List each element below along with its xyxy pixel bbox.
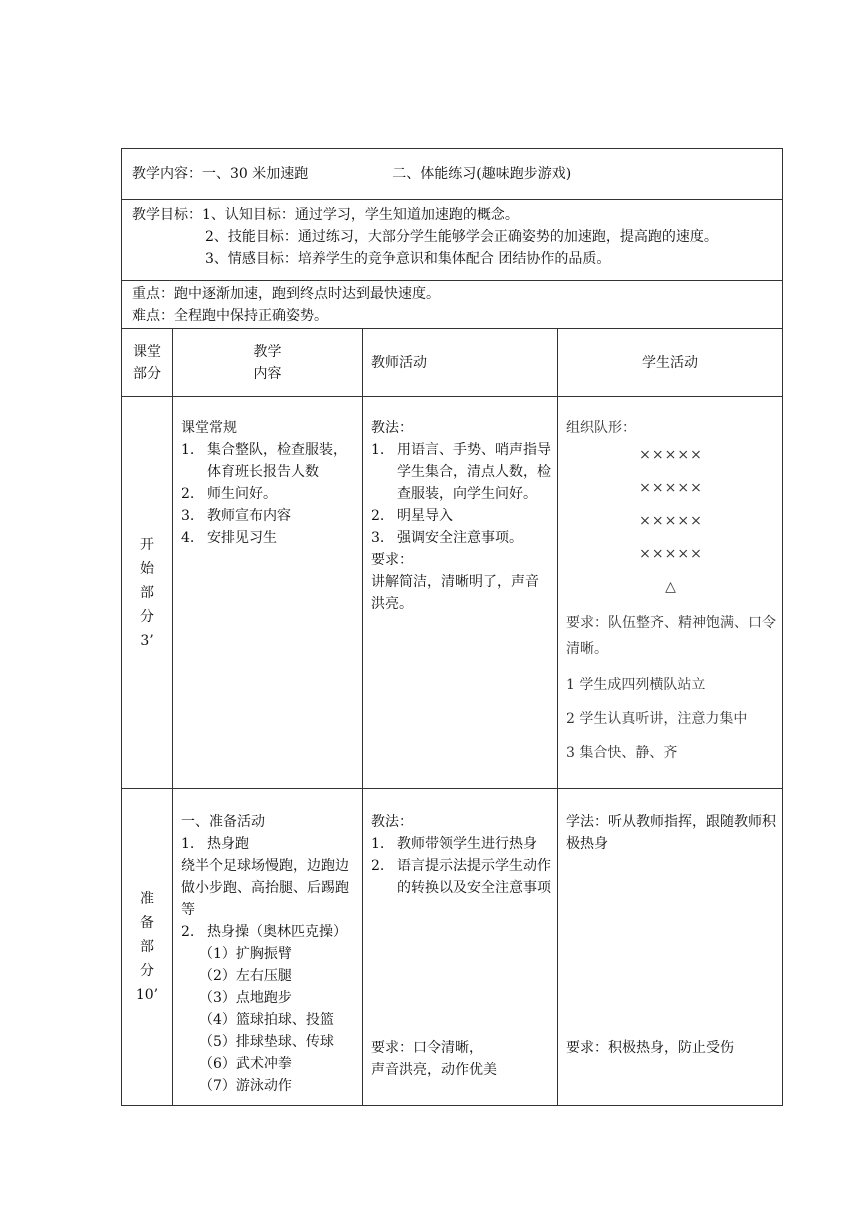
part-char: 始 <box>140 560 154 577</box>
header-student: 学生活动 <box>558 329 783 397</box>
header-part-line: 部分 <box>133 365 161 382</box>
header-part-line: 课堂 <box>133 343 161 360</box>
part-char: 分 <box>140 608 154 625</box>
formation-row: ××××× <box>639 447 703 463</box>
exercise-item: （5）排球垫球、传球 <box>199 1034 334 1050</box>
lesson-plan-table-wrapper <box>121 148 782 1106</box>
lesson-plan-table <box>121 148 783 1106</box>
goals-row <box>122 200 783 281</box>
start-content-title: 课堂常规 <box>181 420 237 436</box>
list-item: 3. 教师宣布内容 <box>181 508 291 524</box>
header-content <box>173 329 363 397</box>
header-content-line: 教学 <box>253 343 282 360</box>
start-section-row <box>122 397 783 789</box>
exercise-item: （1）扩胸振臂 <box>199 946 292 962</box>
part-char: 部 <box>140 939 154 955</box>
prep-part-cell <box>122 789 173 1106</box>
student-method: 学法：听从教师指挥，跟随教师积极热身 <box>566 814 776 852</box>
exercise-item: （2）左右压腿 <box>199 968 292 984</box>
goal-item: 2、技能目标：通过练习，大部分学生能够学会正确姿势的加速跑，提高跑的速度。 <box>205 229 718 245</box>
exercise-item: （3）点地跑步 <box>199 990 292 1006</box>
start-content-cell <box>173 397 363 789</box>
list-item: 2. 热身操（奥林匹克操） <box>181 924 347 940</box>
header-row <box>122 329 783 397</box>
teacher-method-label: 教法： <box>371 814 413 830</box>
goal-item: 3、情感目标：培养学生的竞争意识和集体配合 团结协作的品质。 <box>205 251 611 267</box>
teaching-content-cell <box>122 149 783 200</box>
list-item: 2. 师生问好。 <box>181 486 277 502</box>
student-requirement: 要求：积极热身，防止受伤 <box>566 1040 734 1056</box>
part-char: 部 <box>140 584 154 601</box>
difficult-point: 难点：全程跑中保持正确姿势。 <box>132 308 328 324</box>
list-item: 1. 热身跑 <box>181 836 249 852</box>
part-char: 备 <box>140 915 154 931</box>
title-row <box>122 149 783 200</box>
prep-teacher-cell <box>363 789 558 1106</box>
teacher-method-label: 教法： <box>371 420 413 436</box>
part-char: 开 <box>140 536 154 553</box>
teacher-requirement: 声音洪亮，动作优美 <box>371 1062 497 1078</box>
key-point: 重点：跑中逐渐加速，跑到终点时达到最快速度。 <box>132 286 440 302</box>
formation-row: ××××× <box>639 546 703 562</box>
teaching-goals-cell <box>122 200 783 281</box>
teaching-content-second: 二、体能练习(趣味跑步游戏) <box>392 166 572 182</box>
exercise-item: （7）游泳动作 <box>199 1078 292 1094</box>
part-char: 准 <box>140 891 154 907</box>
prep-content-title: 一、准备活动 <box>181 814 265 830</box>
list-item: 4. 安排见习生 <box>181 530 277 546</box>
student-note: 1 学生成四列横队站立 <box>566 677 706 693</box>
student-requirement: 要求：队伍整齐、精神饱满、口令清晰。 <box>566 615 776 657</box>
list-item: 1. 用语言、手势、哨声指导学生集合，清点人数，检查服装，向学生问好。 <box>371 442 551 502</box>
exercise-item: （6）武术冲拳 <box>199 1056 292 1072</box>
key-points-row <box>122 281 783 329</box>
teacher-position-mark: △ <box>665 579 677 595</box>
student-note: 3 集合快、静、齐 <box>566 745 678 761</box>
part-char: 10’ <box>135 987 159 1003</box>
key-points-cell <box>122 281 783 329</box>
start-teacher-cell <box>363 397 558 789</box>
header-part <box>122 329 173 397</box>
start-part-cell <box>122 397 173 789</box>
teacher-requirement: 要求：口令清晰， <box>371 1040 483 1056</box>
jog-description: 绕半个足球场慢跑，边跑边做小步跑、高抬腿、后踢跑等 <box>181 858 349 918</box>
goal-item: 1、认知目标：通过学习，学生知道加速跑的概念。 <box>202 207 519 223</box>
list-item: 3. 强调安全注意事项。 <box>371 530 523 546</box>
teacher-requirement: 讲解简洁，清晰明了，声音洪亮。 <box>371 574 539 612</box>
goals-label: 教学目标： <box>132 207 202 223</box>
exercise-item: （4）篮球拍球、投篮 <box>199 1012 334 1028</box>
teacher-requirement-label: 要求： <box>371 552 413 568</box>
start-student-cell <box>558 397 783 789</box>
part-char: 3’ <box>140 632 154 649</box>
student-note: 2 学生认真听讲，注意力集中 <box>566 711 748 727</box>
formation-row: ××××× <box>639 513 703 529</box>
header-content-line: 内容 <box>253 365 282 382</box>
prep-student-cell <box>558 789 783 1106</box>
list-item: 1. 集合整队，检查服装，体育班长报告人数 <box>181 442 347 480</box>
prep-content-cell <box>173 789 363 1106</box>
header-teacher: 教师活动 <box>363 329 558 397</box>
formation-label: 组织队形： <box>566 420 636 436</box>
teaching-content-first: 教学内容：一、30 米加速跑 <box>132 166 309 182</box>
list-item: 1. 教师带领学生进行热身 <box>371 836 537 852</box>
list-item: 2. 明星导入 <box>371 508 453 524</box>
list-item: 2. 语言提示法提示学生动作的转换以及安全注意事项 <box>371 858 551 896</box>
part-char: 分 <box>140 963 154 979</box>
formation-row: ××××× <box>639 480 703 496</box>
prep-section-row <box>122 789 783 1106</box>
